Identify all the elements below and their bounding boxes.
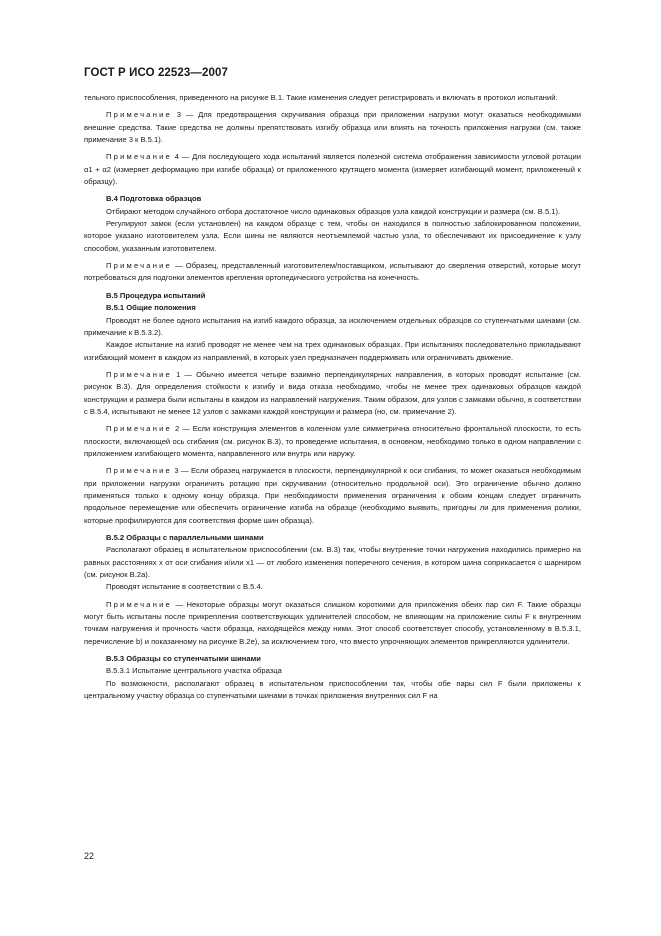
note-paragraph: Примечание 3 — Если образец нагружается в плоскости, перпендикулярной к оси сгибания, то может оказаться необходимым при приложении нагрузки ограничить ротацию при скручивании (относительно продольной оси). Это ограничение обычно должно применяться только к одному концу образца. При необходимости применения ограничения к обоим концам следует ограничить продольное перемещение или обеспечить ограничение изгиба на образце (необходимо выявить, пригодны ли для применения ролики, которые профилируются для соответствия форме шин образца). xyxy=(84,466,581,525)
subsubsection-heading: В.5.3.1 Испытание центрального участка образца xyxy=(106,666,282,676)
document-header: ГОСТ Р ИСО 22523—2007 xyxy=(84,67,229,79)
note-paragraph: Примечание — Образец, представленный изготовителем/поставщиком, испытывают до сверления отверстий, которые могут потребоваться для подгонки элементов крепления ортопедического устройства на конечность. xyxy=(84,261,581,283)
paragraph: Проводят не более одного испытания на изгиб каждого образца, за исключением отдельных образцов со ступенчатыми шинами (см. примечание к В.5.3.2). xyxy=(84,315,581,337)
note-paragraph: Примечание 2 — Если конструкция элементов в коленном узле симметрична относительно фронтальной плоскости, то есть плоскости, включающей ось сгибания (см. рисунок В.3), то проведение испытания, в основном, необходимо только в одном направлении с приложением изгибающего момента, направленного или внутрь или наружу. xyxy=(84,424,581,458)
document-body xyxy=(84,92,581,702)
note-paragraph: Примечание 1 — Обычно имеется четыре взаимно перпендикулярных направления, в которых проводят испытание (см. рисунок В.3). Для определения стойкости к изгибу и вида отказа необходимо, чтобы не менее трех одинаковых образцов каждой конструкции и размера были испытаны в каждом из направлений нагружения. Таким образом, для узлов с замками обычно, в соответствии с В.5.4, испытывают не менее 12 узлов с замками каждой конструкции и размера (но, см. примечание 2). xyxy=(84,369,581,416)
page-number: 22 xyxy=(84,851,95,861)
paragraph: Располагают образец в испытательном приспособлении (см. В.3) так, чтобы внутренние точки нагружения находились примерно на равных расстояниях x от оси сгибания и/или x1 — от любого изменения поперечного сечения, в котором шина соприкасается с шарниром (см. рисунок В.2а). xyxy=(84,545,581,580)
subsection-heading: В.5.3 Образцы со ступенчатыми шинами xyxy=(106,654,261,664)
paragraph: Проводят испытание в соответствии с В.5.4. xyxy=(106,582,263,592)
paragraph: Каждое испытание на изгиб проводят не менее чем на трех одинаковых образцах. При испытаниях последовательно прикладывают изгибающий момент в каждом из направлений, в которых узел предназначен поддерживать или ограничивать движение. xyxy=(84,340,581,362)
paragraph: тельного приспособления, приведенного на рисунке В.1. Такие изменения следует регистрировать и включать в протокол испытаний. xyxy=(84,93,558,102)
note-paragraph: Примечание 4 — Для последующего хода испытаний является полезной система отображения зависимости угловой ротации α1 + α2 (измеряет деформацию при изгибе образца) от приложенного крутящего момента (измеряет изгибающий момент, приложенный к образцу). xyxy=(84,152,581,187)
note-paragraph: Примечание 3 — Для предотвращения скручивания образца при приложении нагрузки могут оказаться необходимыми внешние средства. Такие средства не должны препятствовать изгибу образца или влиять на точность приложения нагрузки (см. также примечание 3 к В.5.1). xyxy=(84,110,581,145)
paragraph: Отбирают методом случайного отбора достаточное число одинаковых образцов узла каждой конструкции и размера (см. В.5.1). xyxy=(106,206,561,216)
paragraph: Регулируют замок (если установлен) на каждом образце с тем, чтобы он находился в полностью заблокированном положении, которое указано изготовителем узла. Если шины не являются неотъемлемой частью узла, то обеспечивают их присоединение к узлу способом, указанным изготовителем. xyxy=(84,219,581,253)
subsection-heading: В.5.2 Образцы с параллельными шинами xyxy=(106,533,264,542)
section-heading: В.4 Подготовка образцов xyxy=(106,194,202,204)
paragraph: По возможности, располагают образец в испытательном приспособлении так, чтобы обе пары сил F были приложены к центральному участку образца со ступенчатыми шинами в точках приложения внутренних сил F на xyxy=(84,678,581,701)
subsection-heading: В.5.1 Общие положения xyxy=(106,303,196,313)
section-heading: В.5 Процедура испытаний xyxy=(106,290,206,300)
note-paragraph: Примечание — Некоторые образцы могут оказаться слишком короткими для приложения обеих пар сил F. Такие образцы могут быть испытаны после прикрепления соответствующих удлинителей способом, не влияющим на приложение силы F к внутренним точкам нагружения и прочность части образца, находящейся между ними. Этот способ соответствует способу, установленному в В.5.3.1, перечисление b) и показанному на рисунке В.2е), за исключением того, что вместо упрочняющих элементов прикрепляются удлинители. xyxy=(84,599,581,646)
